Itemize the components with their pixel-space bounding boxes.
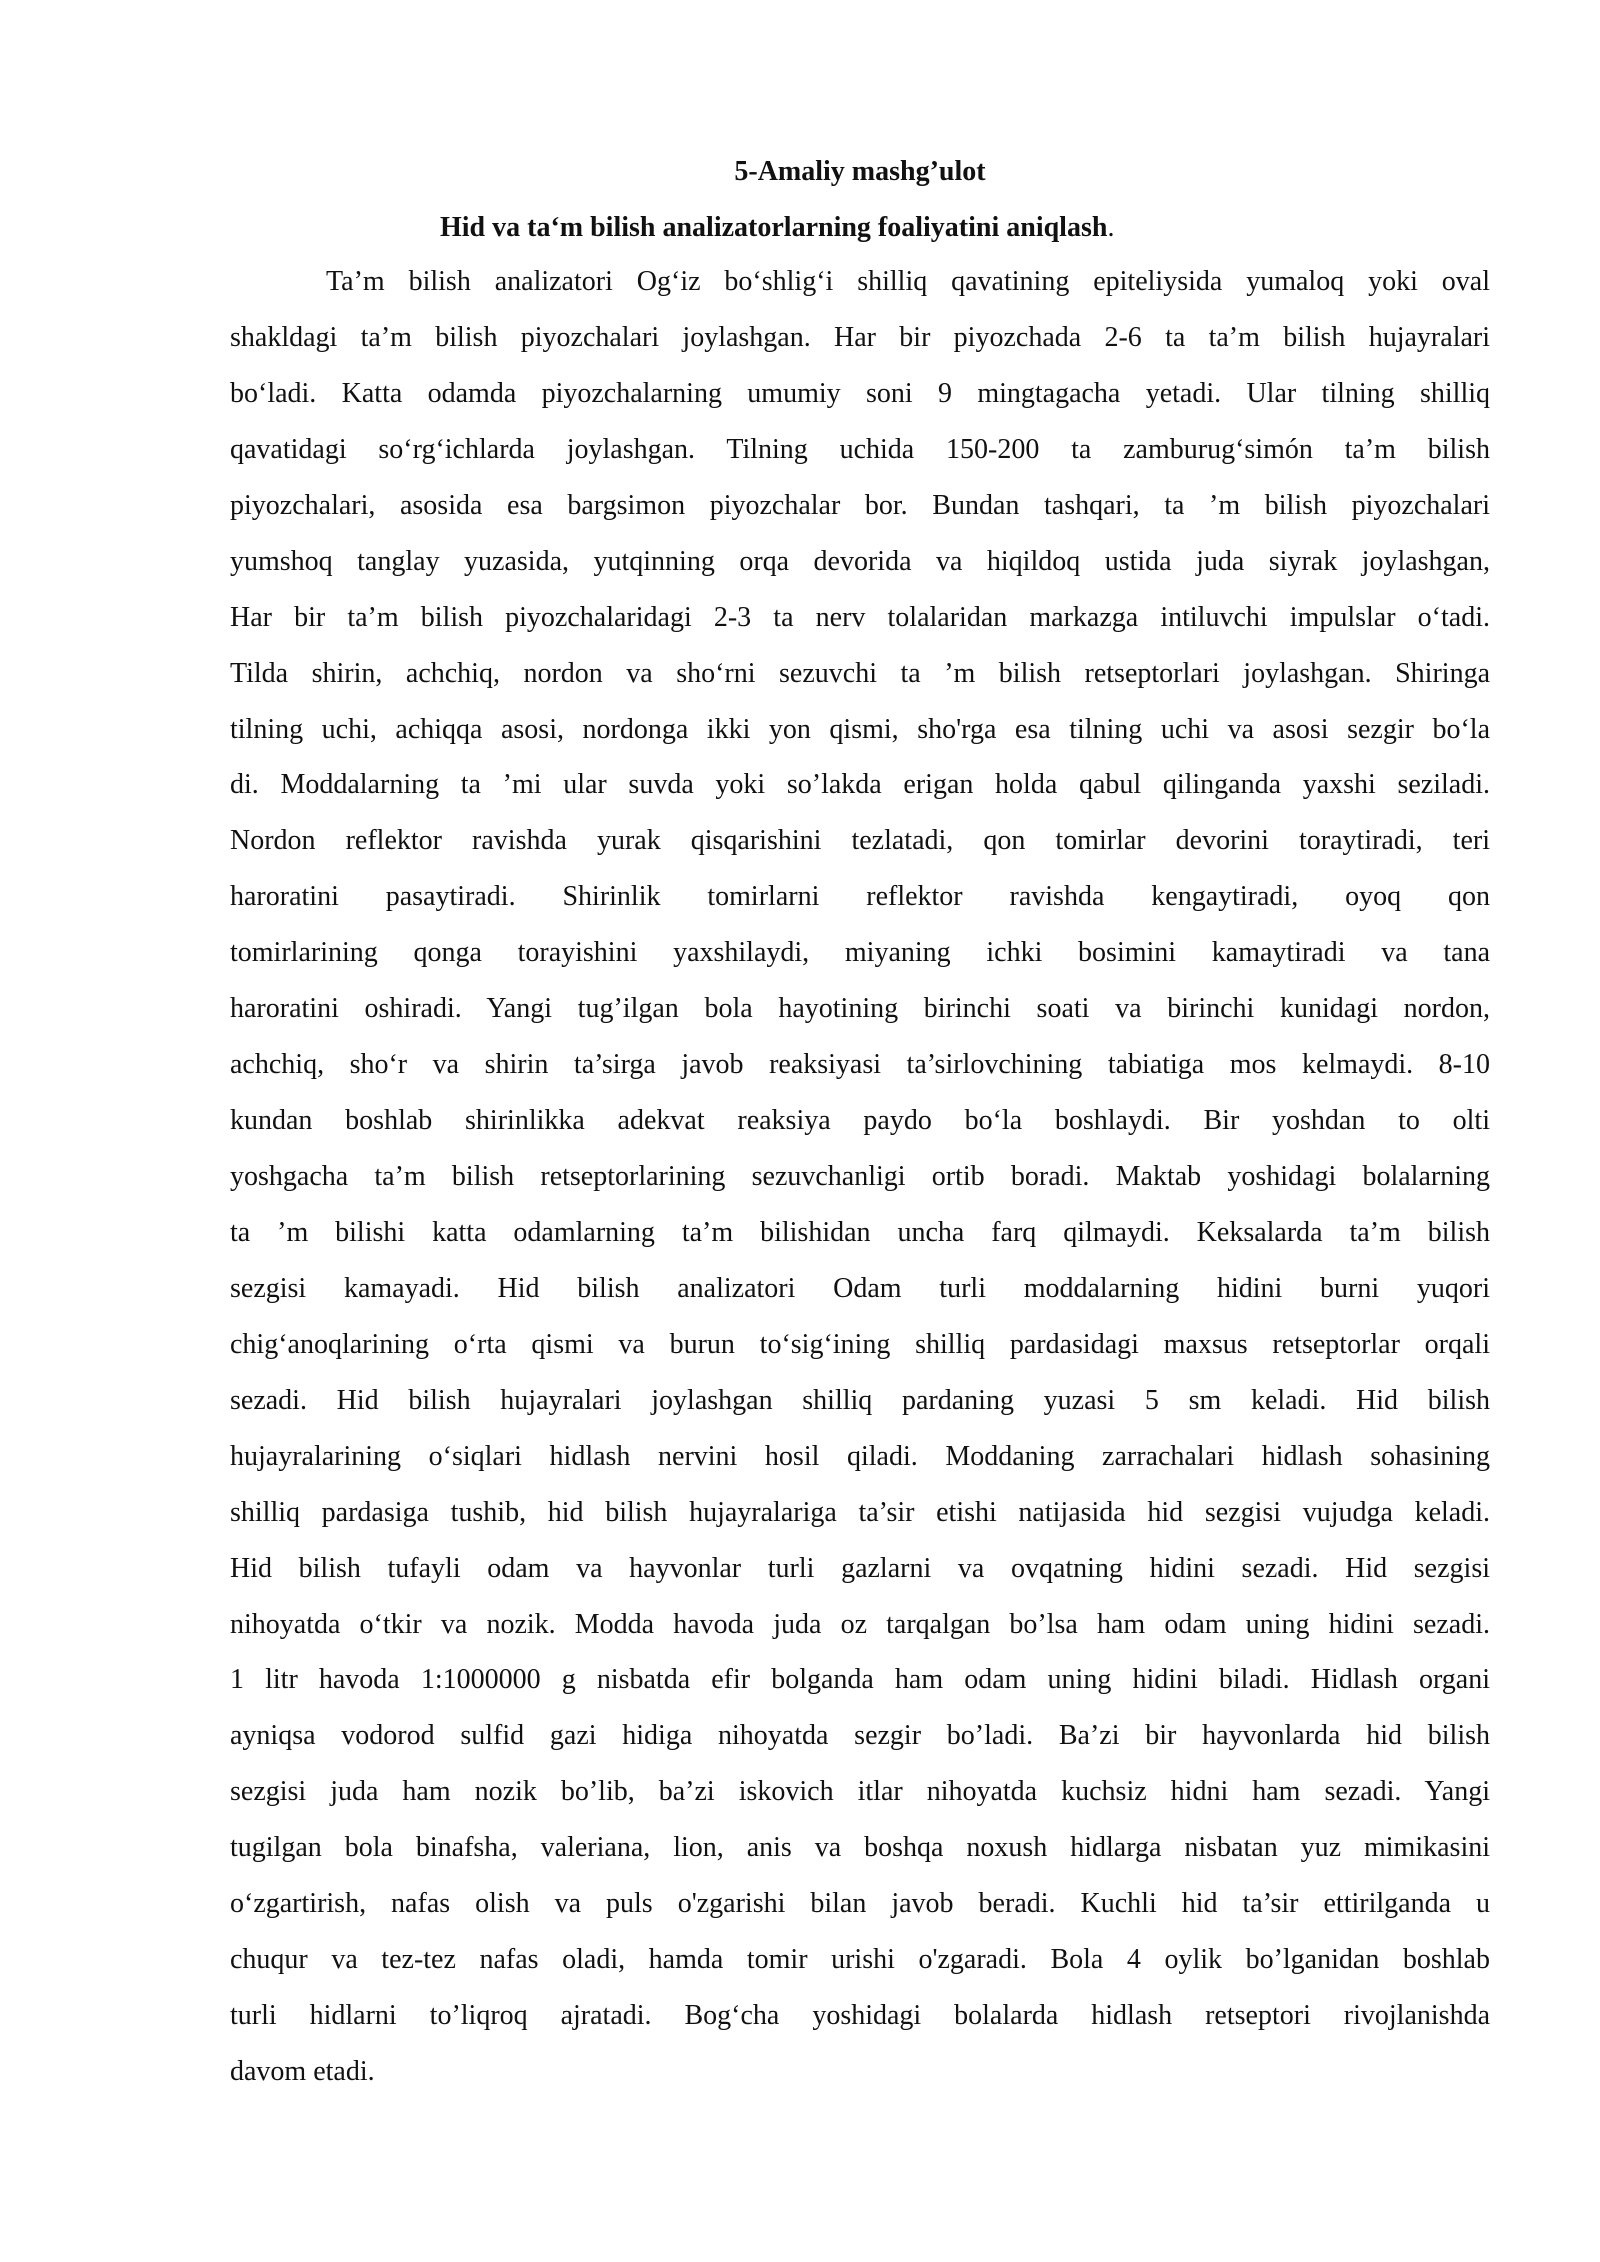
- paragraph-line: nihoyatda o‘tkir va nozik. Modda havoda juda oz tarqalgan bo’lsa ham odam uning hidini sezadi.: [230, 1608, 1490, 1640]
- paragraph-line: yoshgacha ta’m bilish retseptorlarining sezuvchanligi ortib boradi. Maktab yoshidagi bolalarning: [230, 1161, 1490, 1192]
- paragraph-line: shilliq pardasiga tushib, hid bilish hujayralariga ta’sir etishi natijasida hid sezgisi vujudga keladi.: [230, 1496, 1490, 1528]
- paragraph-line: sezadi. Hid bilish hujayralari joylashgan shilliq pardaning yuzasi 5 sm keladi. Hid bilish: [230, 1384, 1490, 1416]
- paragraph-line: Ta’m bilish analizatori Og‘iz bo‘shlig‘i shilliq qavatining epiteliysida yumaloq yoki oval: [326, 266, 1490, 297]
- body-paragraph: [230, 262, 1490, 2108]
- subtitle-period: .: [1107, 212, 1115, 243]
- paragraph-line: achchiq, sho‘r va shirin ta’sirga javob reaksiyasi ta’sirlovchining tabiatiga mos kelmaydi. 8-10: [230, 1049, 1490, 1081]
- paragraph-line: Nordon reflektor ravishda yurak qisqarishini tezlatadi, qon tomirlar devorini toraytiradi, teri: [230, 825, 1490, 857]
- paragraph-line: yumshoq tanglay yuzasida, yutqinning orqa devorida va hiqildoq ustida juda siyrak joylashgan,: [230, 545, 1490, 577]
- paragraph-line: davom etadi.: [230, 2056, 375, 2087]
- paragraph-line: sezgisi kamayadi. Hid bilish analizatori Odam turli moddalarning hidini burni yuqori: [230, 1272, 1490, 1304]
- paragraph-line: piyozchalari, asosida esa bargsimon piyozchalar bor. Bundan tashqari, ta ’m bilish piyozchalari: [230, 489, 1490, 521]
- paragraph-line: chig‘anoqlarining o‘rta qismi va burun to‘sig‘ining shilliq pardasidagi maxsus retseptorlar orqali: [230, 1328, 1490, 1360]
- paragraph-line: di. Moddalarning ta ’mi ular suvda yoki so’lakda erigan holda qabul qilinganda yaxshi seziladi.: [230, 769, 1490, 801]
- paragraph-line: haroratini oshiradi. Yangi tug’ilgan bola hayotining birinchi soati va birinchi kunidagi nordon,: [230, 993, 1490, 1025]
- paragraph-line: shakldagi ta’m bilish piyozchalari joylashgan. Har bir piyozchada 2-6 ta ta’m bilish hujayralari: [230, 321, 1490, 353]
- page-subtitle: [440, 208, 1114, 248]
- paragraph-line: o‘zgartirish, nafas olish va puls o'zgarishi bilan javob beradi. Kuchli hid ta’sir ettirilganda u: [230, 1888, 1490, 1920]
- paragraph-line: ta ’m bilishi katta odamlarning ta’m bilishidan uncha farq qilmaydi. Keksalarda ta’m bilish: [230, 1216, 1490, 1248]
- subtitle-text: Hid va ta‘m bilish analizatorlarning foaliyatini aniqlash: [440, 212, 1108, 243]
- paragraph-line: chuqur va tez-tez nafas oladi, hamda tomir urishi o'zgaradi. Bola 4 oylik bo’lganidan boshlab: [230, 1944, 1490, 1976]
- paragraph-line: tomirlarining qonga torayishini yaxshilaydi, miyaning ichki bosimini kamaytiradi va tana: [230, 937, 1490, 969]
- page-title: 5-Amaliy mashg’ulot: [734, 156, 986, 187]
- paragraph-line: Har bir ta’m bilish piyozchalaridagi 2-3 ta nerv tolalaridan markazga intiluvchi impulslar o‘tadi.: [230, 601, 1490, 633]
- paragraph-line: Tilda shirin, achchiq, nordon va sho‘rni sezuvchi ta ’m bilish retseptorlari joylashgan. Shiringa: [230, 657, 1490, 689]
- paragraph-line: qavatidagi so‘rg‘ichlarda joylashgan. Tilning uchida 150-200 ta zamburug‘simón ta’m bilish: [230, 433, 1490, 465]
- paragraph-line: ayniqsa vodorod sulfid gazi hidiga nihoyatda sezgir bo’ladi. Ba’zi bir hayvonlarda hid bilish: [230, 1720, 1490, 1752]
- paragraph-line: sezgisi juda ham nozik bo’lib, ba’zi iskovich itlar nihoyatda kuchsiz hidni ham sezadi. Yangi: [230, 1776, 1490, 1808]
- paragraph-line: 1 litr havoda 1:1000000 g nisbatda efir bolganda ham odam uning hidini biladi. Hidlash organi: [230, 1664, 1490, 1696]
- paragraph-line: turli hidlarni to’liqroq ajratadi. Bog‘cha yoshidagi bolalarda hidlash retseptori rivojlanishda: [230, 2000, 1490, 2032]
- paragraph-line: hujayralarining o‘siqlari hidlash nervini hosil qiladi. Moddaning zarrachalari hidlash sohasining: [230, 1440, 1490, 1472]
- paragraph-line: tugilgan bola binafsha, valeriana, lion, anis va boshqa noxush hidlarga nisbatan yuz mimikasini: [230, 1832, 1490, 1864]
- paragraph-line: tilning uchi, achiqqa asosi, nordonga ikki yon qismi, sho'rga esa tilning uchi va asosi sezgir bo‘la: [230, 713, 1490, 745]
- paragraph-line: haroratini pasaytiradi. Shirinlik tomirlarni reflektor ravishda kengaytiradi, oyoq qon: [230, 881, 1490, 913]
- paragraph-line: Hid bilish tufayli odam va hayvonlar turli gazlarni va ovqatning hidini sezadi. Hid sezgisi: [230, 1552, 1490, 1584]
- paragraph-line: kundan boshlab shirinlikka adekvat reaksiya paydo bo‘la boshlaydi. Bir yoshdan to olti: [230, 1105, 1490, 1137]
- paragraph-line: bo‘ladi. Katta odamda piyozchalarning umumiy soni 9 mingtagacha yetadi. Ular tilning shilliq: [230, 377, 1490, 409]
